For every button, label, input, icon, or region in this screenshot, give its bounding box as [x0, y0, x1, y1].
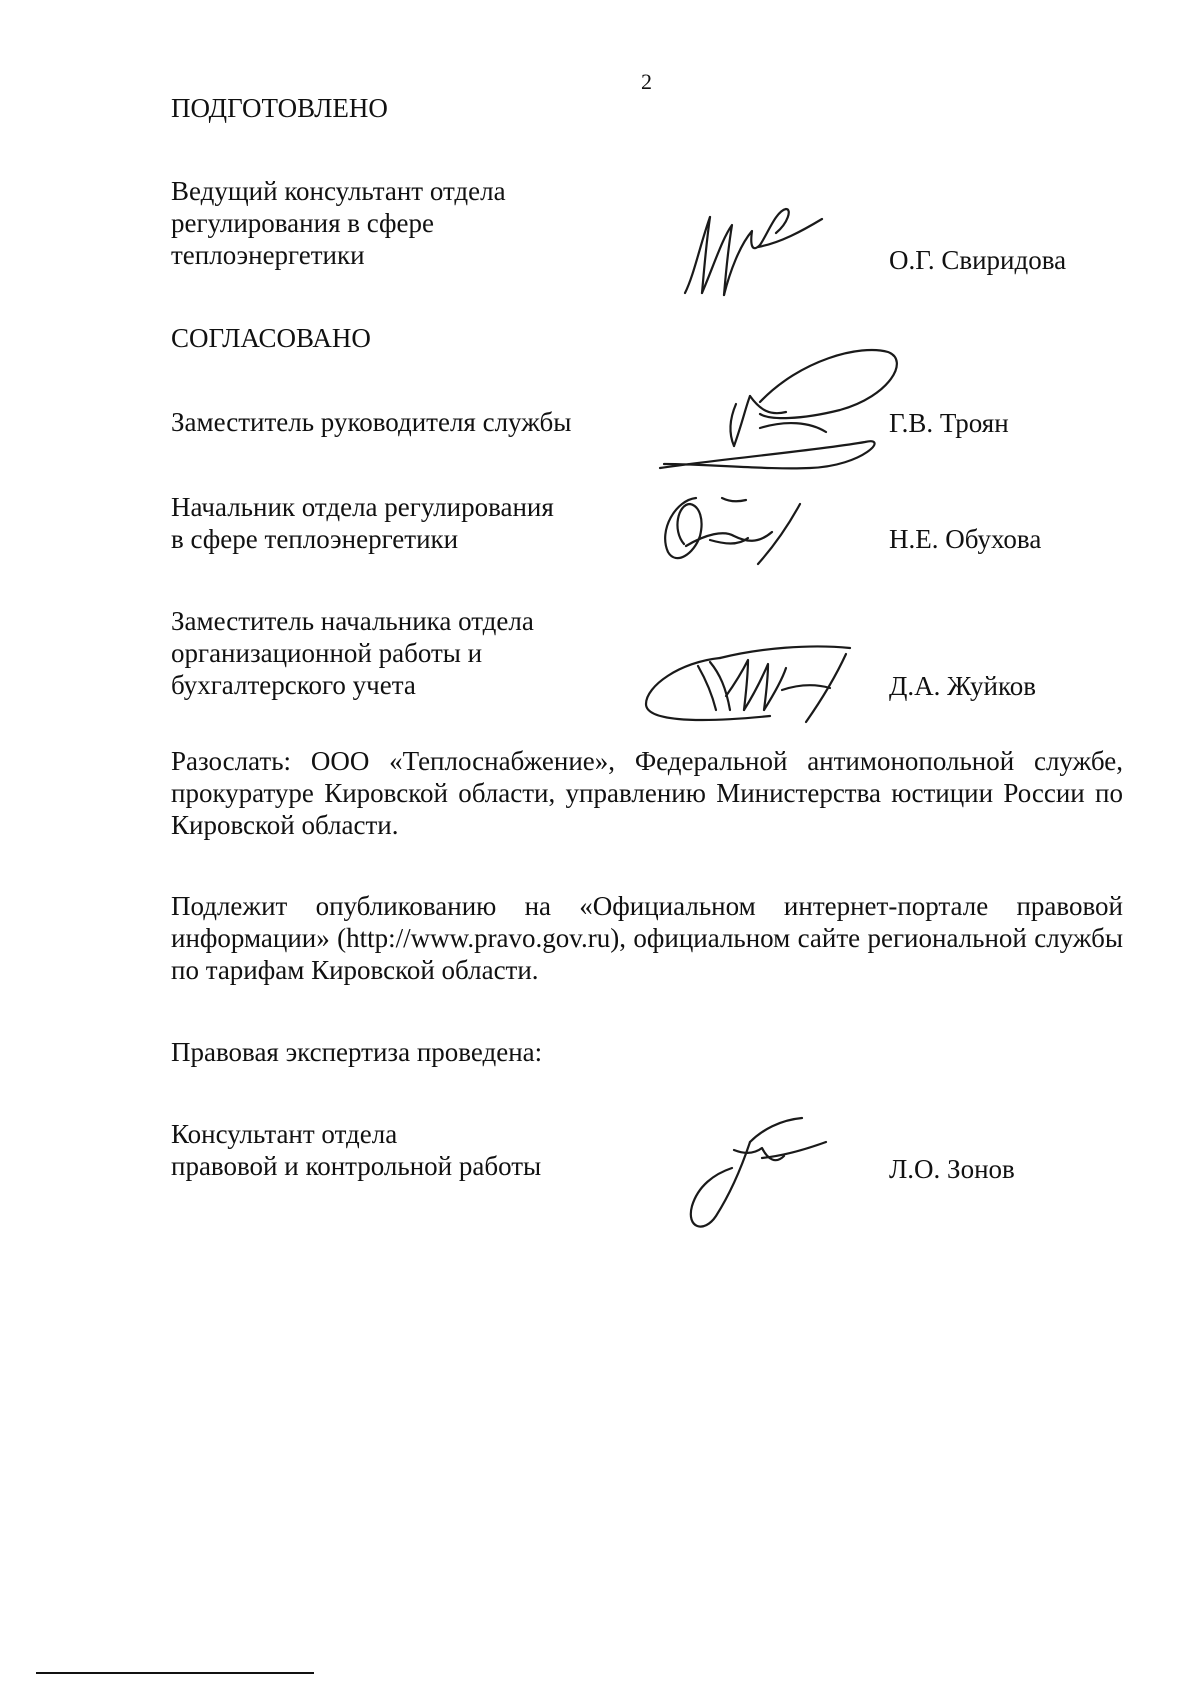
signature-obukhova — [650, 490, 820, 570]
legal-review-position-line-1: Консультант отдела — [171, 1119, 398, 1149]
prepared-position-line-3: теплоэнергетики — [171, 240, 365, 270]
approved-position-3-line-2: организационной работы и — [171, 638, 483, 668]
approved-heading: СОГЛАСОВАНО — [171, 323, 371, 353]
signature-troyan — [650, 340, 910, 475]
approved-position-3-line-3: бухгалтерского учета — [171, 670, 416, 700]
legal-review-signatory-name: Л.О. Зонов — [889, 1154, 1015, 1184]
approved-position-2-line-2: в сфере теплоэнергетики — [171, 524, 459, 554]
footnote-separator-line — [36, 1672, 314, 1674]
signature-zonov — [680, 1110, 840, 1235]
approved-signatory-1-name: Г.В. Троян — [889, 408, 1009, 438]
prepared-heading: ПОДГОТОВЛЕНО — [171, 93, 388, 123]
prepared-position-line-1: Ведущий консультант отдела — [171, 176, 506, 206]
signature-sviridova — [680, 205, 840, 300]
approved-signatory-2-name: Н.Е. Обухова — [889, 524, 1042, 554]
legal-review-position-line-2: правовой и контрольной работы — [171, 1151, 542, 1181]
signature-zhuikov — [640, 640, 890, 730]
approved-position-3-line-1: Заместитель начальника отдела — [171, 606, 534, 636]
legal-review-heading: Правовая экспертиза проведена: — [171, 1037, 543, 1067]
approved-signatory-3-name: Д.А. Жуйков — [889, 671, 1036, 701]
approved-position-2-line-1: Начальник отдела регулирования — [171, 492, 554, 522]
approved-position-1-line-1: Заместитель руководителя службы — [171, 407, 572, 437]
distribution-paragraph: Разослать: ООО «Теплоснабжение», Федеральной антимонопольной службе, прокуратуре Кировской области, управлению Министерства юстиции России по Кировской области. — [171, 746, 1123, 840]
publication-paragraph: Подлежит опубликованию на «Официальном интернет-портале правовой информации» (http://www.pravo.gov.ru), официальном сайте региональной службы по тарифам Кировской области. — [171, 891, 1123, 985]
prepared-signatory-name: О.Г. Свиридова — [889, 245, 1067, 275]
page-number: 2 — [641, 69, 652, 94]
prepared-position-line-2: регулирования в сфере — [171, 208, 435, 238]
